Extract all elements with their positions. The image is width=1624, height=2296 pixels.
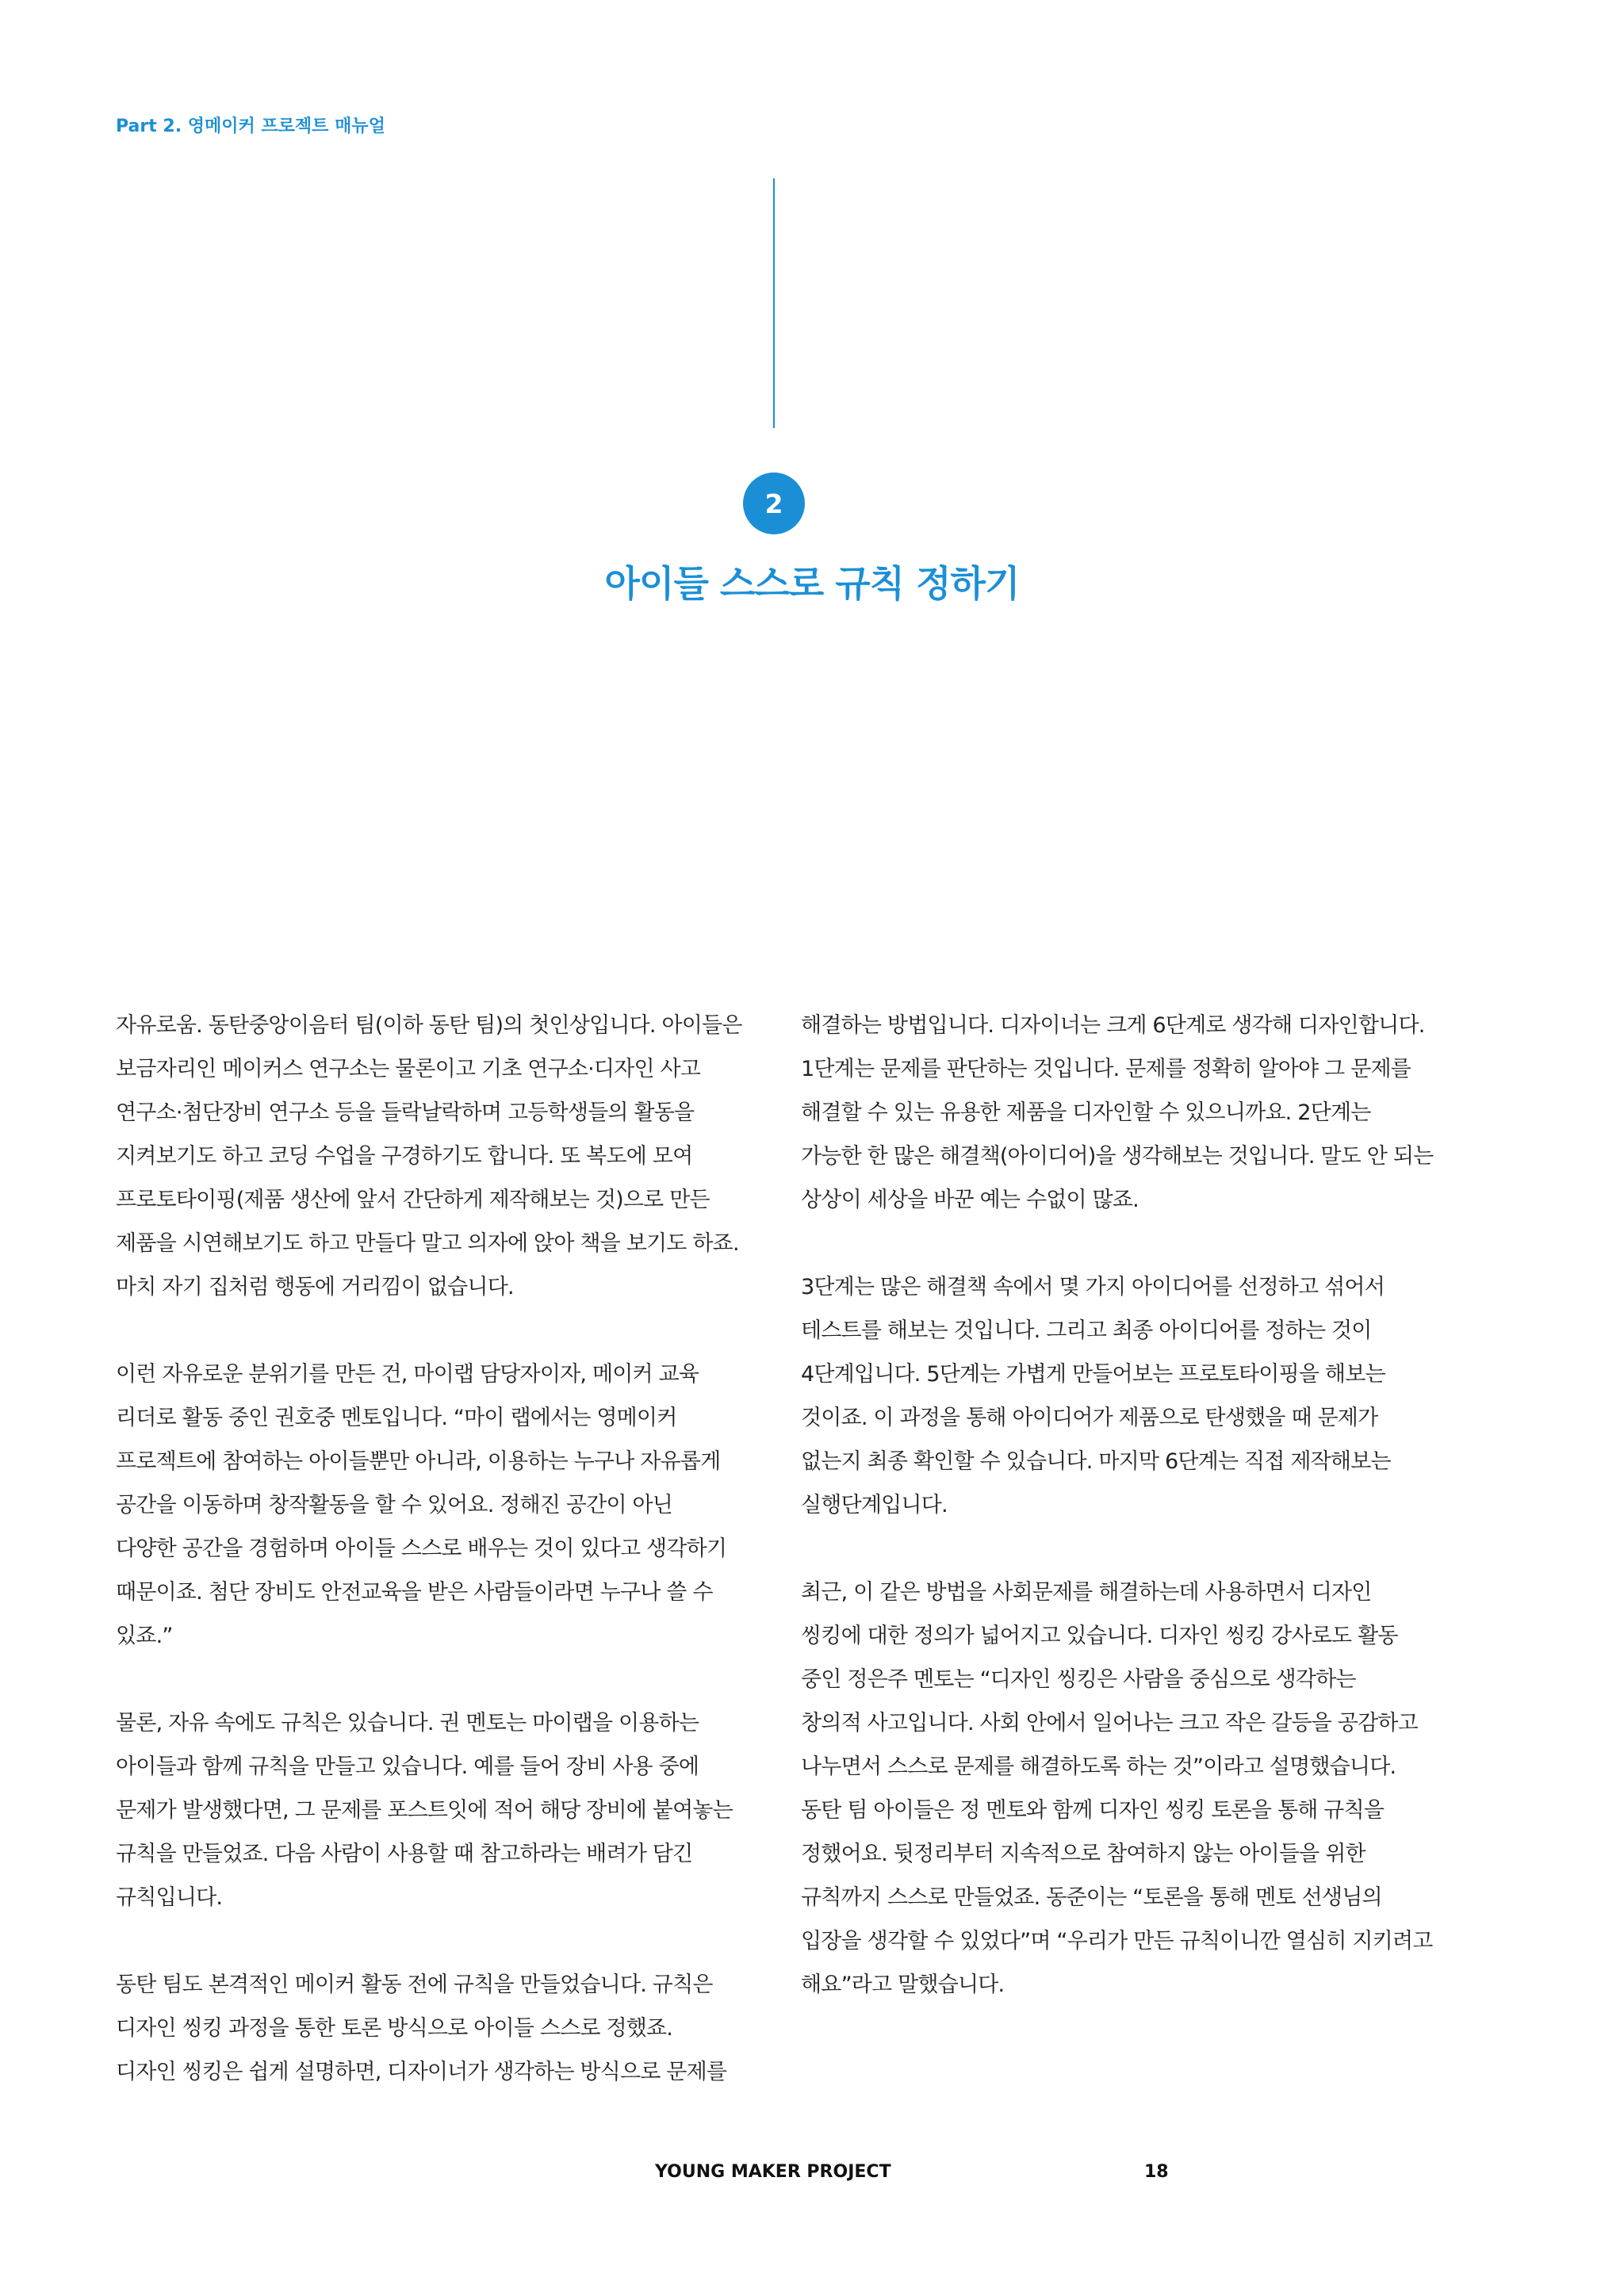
text-line: 것이죠. 이 과정을 통해 아이디어가 제품으로 탄생했을 때 문제가 [801,1406,1378,1430]
vertical-divider [773,178,775,428]
paragraph-gap [116,1309,758,1353]
paragraph [801,1265,1443,1527]
text-line: 동탄 팀도 본격적인 메이커 활동 전에 규칙을 만들었습니다. 규칙은 [116,1973,713,1997]
text-line: 창의적 사고입니다. 사회 안에서 일어나는 크고 작은 갈등을 공감하고 [801,1711,1418,1735]
text-line: 프로토타이핑(제품 생산에 앞서 간단하게 제작해보는 것)으로 만든 [116,1188,710,1212]
text-line: 지켜보기도 하고 코딩 수업을 구경하기도 합니다. 또 복도에 모여 [116,1144,693,1169]
text-line: 마치 자기 집처럼 행동에 거리낌이 없습니다. [116,1275,514,1299]
text-line: 디자인 씽킹 과정을 통한 토론 방식으로 아이들 스스로 정했죠. [116,2016,673,2041]
text-line: 정했어요. 뒷정리부터 지속적으로 참여하지 않는 아이들을 위한 [801,1842,1365,1866]
paragraph [116,1353,758,1658]
text-line: 입장을 생각할 수 있었다”며 “우리가 만든 규칙이니깐 열심히 지키려고 [801,1929,1433,1954]
text-line: 때문이죠. 첨단 장비도 안전교육을 받은 사람들이라면 누구나 쓸 수 [116,1580,713,1605]
text-line: 상상이 세상을 바꾼 예는 수없이 많죠. [801,1188,1139,1212]
paragraph [801,1004,1443,1222]
text-line: 자유로움. 동탄중앙이음터 팀(이하 동탄 팀)의 첫인상입니다. 아이들은 [116,1013,742,1038]
paragraph-gap [801,1527,1443,1571]
text-line: 나누면서 스스로 문제를 해결하도록 하는 것”이라고 설명했습니다. [801,1755,1396,1779]
paragraph [116,1004,758,1309]
text-line: 디자인 씽킹은 쉽게 설명하면, 디자이너가 생각하는 방식으로 문제를 [116,2060,727,2084]
text-line: 규칙까지 스스로 만들었죠. 동준이는 “토론을 통해 멘토 선생님의 [801,1885,1382,1910]
text-line: 중인 정은주 멘토는 “디자인 씽킹은 사람을 중심으로 생각하는 [801,1667,1356,1692]
text-line: 동탄 팀 아이들은 정 멘토와 함께 디자인 씽킹 토론을 통해 규칙을 [801,1798,1385,1823]
text-line: 다양한 공간을 경험하며 아이들 스스로 배우는 것이 있다고 생각하기 [116,1536,727,1561]
text-line: 없는지 최종 확인할 수 있습니다. 마지막 6단계는 직접 제작해보는 [801,1449,1391,1474]
page-number: 18 [1144,2162,1169,2182]
paragraph-gap [801,1222,1443,1265]
paragraph-gap [116,1658,758,1701]
section-label: Part 2. 영메이커 프로젝트 매뉴얼 [116,117,385,136]
text-line: 규칙을 만들었죠. 다음 사람이 사용할 때 참고하라는 배려가 담긴 [116,1842,693,1866]
text-line: 리더로 활동 중인 권호중 멘토입니다. “마이 랩에서는 영메이커 [116,1406,677,1430]
text-line: 테스트를 해보는 것입니다. 그리고 최종 아이디어를 정하는 것이 [801,1318,1372,1343]
text-line: 제품을 시연해보기도 하고 만들다 말고 의자에 앉아 책을 보기도 하죠. [116,1231,739,1256]
text-line: 씽킹에 대한 정의가 넓어지고 있습니다. 디자인 씽킹 강사로도 활동 [801,1624,1398,1648]
paragraph [116,1701,758,1919]
text-line: 규칙입니다. [116,1885,223,1910]
paragraph-gap [116,1919,758,1963]
footer-publication-title: YOUNG MAKER PROJECT [655,2162,891,2182]
text-line: 있죠.” [116,1624,173,1648]
text-line: 해결하는 방법입니다. 디자이너는 크게 6단계로 생각해 디자인합니다. [801,1013,1425,1038]
text-line: 공간을 이동하며 창작활동을 할 수 있어요. 정해진 공간이 아닌 [116,1493,673,1517]
text-line: 해결할 수 있는 유용한 제품을 디자인할 수 있으니까요. 2단계는 [801,1100,1371,1125]
text-line: 해요”라고 말했습니다. [801,1973,1005,1997]
body-left-column [116,1004,758,2094]
paragraph [801,1571,1443,2007]
body-right-column [801,1004,1443,2007]
text-line: 프로젝트에 참여하는 아이들뿐만 아니라, 이용하는 누구나 자유롭게 [116,1449,721,1474]
text-line: 아이들과 함께 규칙을 만들고 있습니다. 예를 들어 장비 사용 중에 [116,1755,699,1779]
text-line: 보금자리인 메이커스 연구소는 물론이고 기초 연구소·디자인 사고 [116,1057,701,1081]
text-line: 3단계는 많은 해결책 속에서 몇 가지 아이디어를 선정하고 섞어서 [801,1275,1385,1299]
text-line: 최근, 이 같은 방법을 사회문제를 해결하는데 사용하면서 디자인 [801,1580,1372,1605]
text-line: 이런 자유로운 분위기를 만든 건, 마이랩 담당자이자, 메이커 교육 [116,1362,699,1387]
paragraph [116,1963,758,2094]
text-line: 4단계입니다. 5단계는 가볍게 만들어보는 프로토타이핑을 해보는 [801,1362,1385,1387]
text-line: 실행단계입니다. [801,1493,948,1517]
text-line: 연구소·첨단장비 연구소 등을 들락날락하며 고등학생들의 활동을 [116,1100,695,1125]
chapter-title: 아이들 스스로 규칙 정하기 [604,562,1020,605]
chapter-number-badge: 2 [743,473,805,534]
text-line: 1단계는 문제를 판단하는 것입니다. 문제를 정확히 알아야 그 문제를 [801,1057,1411,1081]
text-line: 문제가 발생했다면, 그 문제를 포스트잇에 적어 해당 장비에 붙여놓는 [116,1798,733,1823]
text-line: 가능한 한 많은 해결책(아이디어)을 생각해보는 것입니다. 말도 안 되는 [801,1144,1434,1169]
text-line: 물론, 자유 속에도 규칙은 있습니다. 권 멘토는 마이랩을 이용하는 [116,1711,699,1735]
